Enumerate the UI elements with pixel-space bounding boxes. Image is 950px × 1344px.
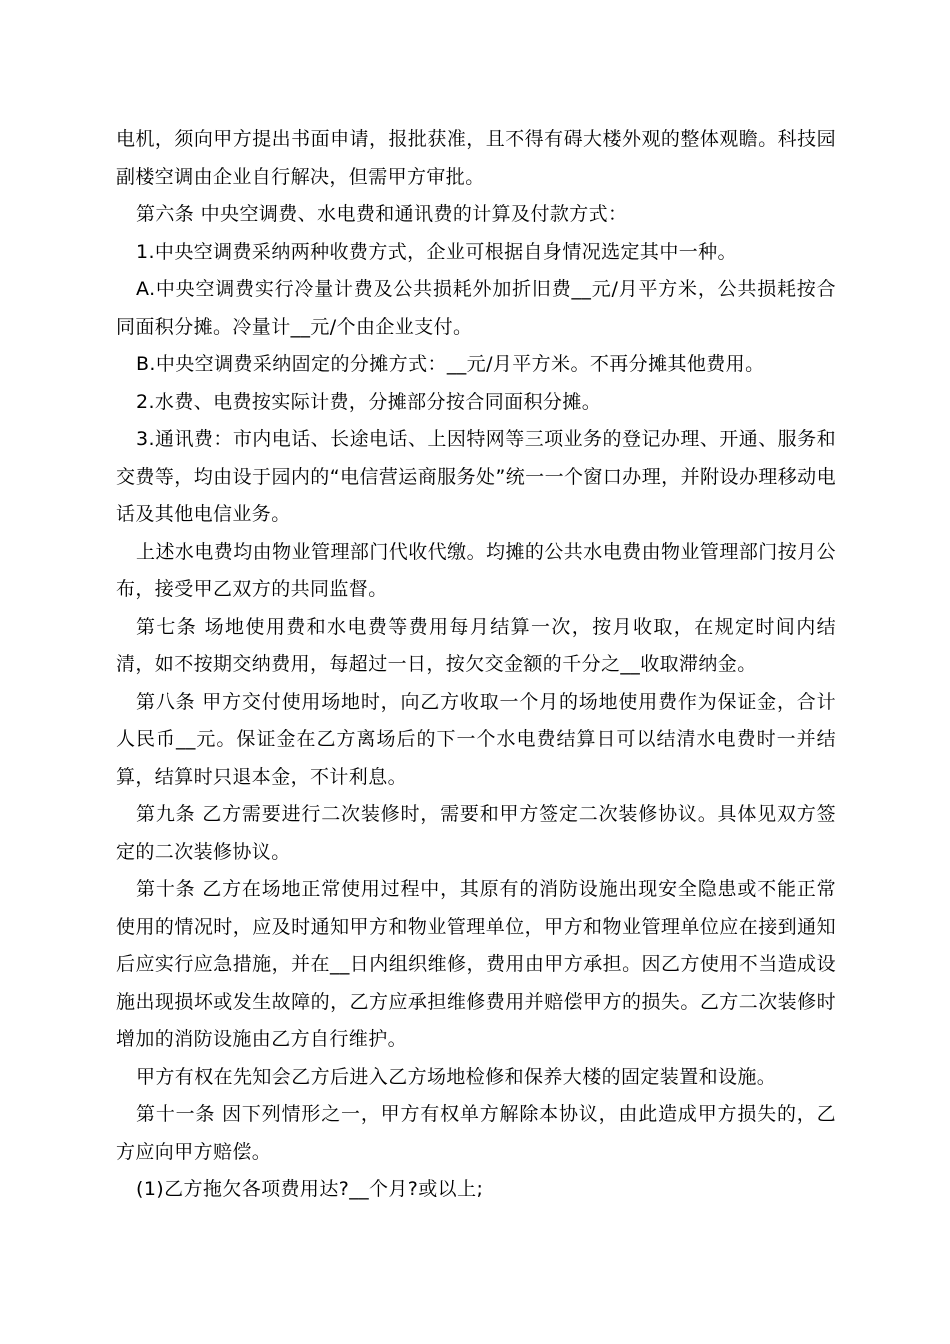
article-8: 第八条 甲方交付使用场地时，向乙方收取一个月的场地使用费作为保证金，合计人民币__元。保证金在乙方离场后的下一个水电费结算日可以结清水电费时一并结算，结算时只退本金，不计利息。	[116, 690, 836, 788]
inspection-right-paragraph: 甲方有权在先知会乙方后进入乙方场地检修和保养大楼的固定装置和设施。	[136, 1065, 777, 1088]
article-6-item-2: 2.水费、电费按实际计费，分摊部分按合同面积分摊。	[136, 390, 602, 413]
document-body	[116, 121, 836, 1209]
utility-supervision-paragraph: 上述水电费均由物业管理部门代收代缴。均摊的公共水电费由物业管理部门按月公布，接受甲乙双方的共同监督。	[116, 540, 836, 600]
article-9: 第九条 乙方需要进行二次装修时，需要和甲方签定二次装修协议。具体见双方签定的二次装修协议。	[116, 803, 836, 863]
article-11: 第十一条 因下列情形之一，甲方有权单方解除本协议，由此造成甲方损失的，乙方应向甲方赔偿。	[116, 1103, 836, 1163]
article-7: 第七条 场地使用费和水电费等费用每月结算一次，按月收取，在规定时间内结清，如不按期交纳费用，每超过一日，按欠交金额的千分之__收取滞纳金。	[116, 615, 836, 675]
article-6-heading: 第六条 中央空调费、水电费和通讯费的计算及付款方式：	[136, 203, 628, 225]
article-6-item-1a: A.中央空调费实行冷量计费及公共损耗外加折旧费__元/月平方米，公共损耗按合同面积分摊。冷量计__元/个由企业支付。	[116, 278, 836, 338]
article-6-item-1b: B.中央空调费采纳固定的分摊方式：__元/月平方米。不再分摊其他费用。	[136, 353, 765, 375]
article-6-item-3: 3.通讯费：市内电话、长途电话、上因特网等三项业务的登记办理、开通、服务和交费等，均由设于园内的“电信营运商服务处”统一一个窗口办理，并附设办理移动电话及其他电信业务。	[116, 428, 836, 525]
article-6-item-1: 1.中央空调费采纳两种收费方式，企业可根据自身情况选定其中一种。	[136, 240, 737, 263]
article-10: 第十条 乙方在场地正常使用过程中，其原有的消防设施出现安全隐患或不能正常使用的情况时，应及时通知甲方和物业管理单位，甲方和物业管理单位应在接到通知后应实行应急措施，并在__日内组织维修，费用由甲方承担。因乙方使用不当造成设施出现损坏或发生故障的，乙方应承担维修费用并赔偿甲方的损失。乙方二次装修时增加的消防设施由乙方自行维护。	[116, 878, 836, 1050]
paragraph-continuation: 电机，须向甲方提出书面申请，报批获准，且不得有碍大楼外观的整体观瞻。科技园副楼空调由企业自行解决，但需甲方审批。	[116, 128, 836, 188]
article-11-item-1: (1)乙方拖欠各项费用达?__个月?或以上;	[136, 1178, 484, 1200]
